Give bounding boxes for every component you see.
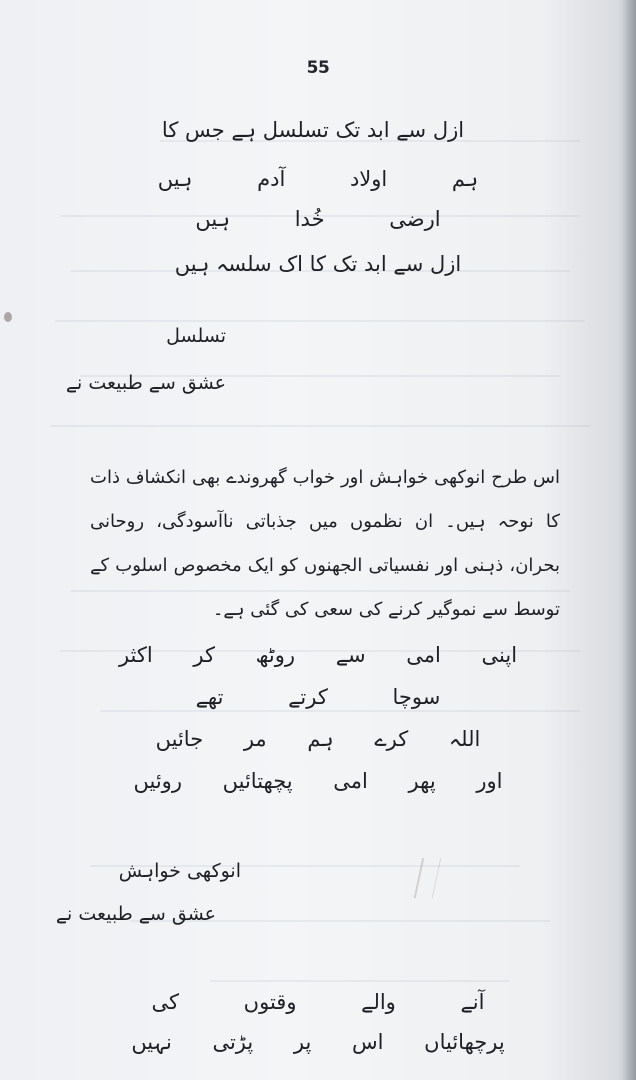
- ink-smudge: [4, 312, 12, 322]
- section-title-tasalsul: تسلسل: [166, 325, 226, 347]
- poem1-line4: ازل سے ابد تک کا اک سلسہ ہیں: [174, 252, 462, 276]
- poem1-line2: ہم اولاد آدم ہیں: [157, 167, 479, 191]
- commentary-paragraph: اس طرح انوکھی خواہش اور خواب گھروندے بھی انکشاف ذات کا نوحہ ہیں۔ ان نظموں میں جذباتی ناآسودگی، روحانی بحران، ذہنی اور نفسیاتی الجھنوں کو ایک مخصوص اسلوب کے توسط سے نموگیر کرنے کی سعی کی گئی ہے۔: [90, 467, 560, 620]
- poem3-line1: آنے والے وقتوں کی: [151, 990, 485, 1014]
- poem2-line3: اللہ کرے ہم مر جائیں: [155, 727, 481, 751]
- page-edge-shadow: [622, 0, 636, 1080]
- poem2-line1: اپنی امی سے روٹھ کر اکثر: [118, 643, 518, 667]
- pen-mark: [414, 858, 442, 898]
- section-subtitle-2: عشق سے طبیعت نے: [55, 903, 216, 925]
- poem1-line3: ارضی خُدا ہیں: [195, 207, 441, 231]
- poem1-line1: ازل سے ابد تک تسلسل ہے جس کا: [161, 118, 465, 142]
- poem3-line2: پرچھائیاں اس پر پڑتی نہیں: [131, 1030, 505, 1054]
- poem2-line4: اور پھر امی پچھتائیں روئیں: [133, 769, 503, 793]
- page-number: 55: [306, 58, 330, 78]
- section-title-anokhi-khwahish: انوکھی خواہش: [118, 860, 241, 882]
- section-subtitle: عشق سے طبیعت نے: [65, 372, 226, 394]
- poem2-line2: سوچا کرتے تھے: [195, 685, 441, 709]
